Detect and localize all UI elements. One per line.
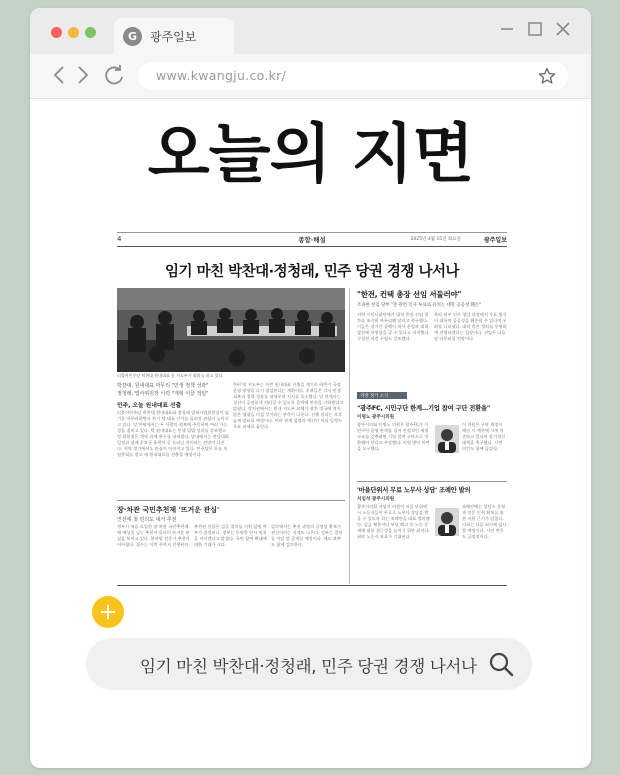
search-bar[interactable] [86, 638, 532, 690]
col3-body-c: 일각에서는 추천 과정의 공정성 확보가 관건이라는 지적도 나온다. 정부는 결과를 이달 말 공개할 예정이다. 제도 보완도 함께 검토한다. [271, 524, 343, 547]
search-query-text: 임기 마친 박찬대·정청래, 민주 당권 경쟁 나서나 [140, 657, 477, 676]
maximize-icon[interactable] [528, 22, 542, 36]
browser-tab[interactable] [114, 18, 234, 54]
news-photo [117, 288, 345, 372]
minimize-icon[interactable] [500, 22, 514, 36]
col1-subhead: 민주, 오늘 원내대표 선출 [117, 403, 182, 409]
right-subhead-3: '마을단위서 무료 노무사 상담' 조례안 발의 [357, 487, 471, 494]
right-body-3b: 조례안에는 상담소 운영과 전문 인력 확보를 위한 지원 근거가 담겼다. 의회는 다음 회기에 심사할 예정이다. 시민 반응도 긍정적이다. [462, 504, 507, 539]
news-bar-label: 지방 정가 소식 [360, 394, 389, 399]
url-bar[interactable] [138, 62, 568, 90]
col3-body-b: 추천된 인물은 검증 절차를 거쳐 임명 여부가 결정된다. 정부는 투명한 인사 원칙을 지키겠다고 밝혔다. 국민 참여 확대에 대한 기대가 크다. [194, 524, 267, 547]
col1-subhead-2: 장·차관 국민추천제 '뜨거운 관심' [117, 506, 220, 514]
header-rule [117, 246, 507, 247]
right-divider [357, 481, 507, 482]
councillor-photo-1 [435, 425, 459, 453]
browser-window [30, 8, 591, 768]
right-body-1a: 지역 시민사회단체가 대학 총장 선임 절차를 조속히 마무리해 달라고 촉구했다. 이들은 장기간 공백이 학사 운영과 대학 발전에 악영향을 줄 수 있다고 지적했다. 구성원 의견 수렴도 강조했다. [357, 312, 430, 341]
close-dot-button[interactable] [51, 27, 62, 38]
right-body-1b: 특히 외부 인사 영입 과정에서 투표 방식이 대학의 공공성을 훼손할 수 있다며 우려를 나타냈다. 대학 측은 절차를 투명하게 진행하겠다는 입장이다. 선임은 다음 달 마무리될 전망이다. [434, 312, 507, 341]
bottom-rule [117, 585, 507, 586]
col1-kicker-2: 정청래, 법사위원장 이력 "개혁 이끌 적임" [117, 391, 209, 397]
section-divider [117, 500, 345, 501]
photo-caption: 더불어민주당 박찬대 원내대표 등 지도부가 회의를 하고 있다. [117, 373, 224, 378]
section-label: 종합·해설 [298, 236, 326, 244]
right-kicker-1: 조속한 선임 당부 "본 관련 인사 투표로 유치는 대학 공공성 훼손" [357, 303, 482, 308]
right-byline-3: 서임석 광주시의원 [357, 497, 395, 502]
title-bar [30, 8, 591, 54]
right-subhead-2: "광주FC, 시민구단 한계…기업 참여 구단 전환을" [357, 405, 490, 412]
news-bar [357, 392, 407, 399]
col3-body-a: 정부가 처음 도입한 장·차관 국민추천제에 예상을 넘는 추천이 몰리며 뜨거운 관심을 보이고 있다. 분야별 전문가 추천이 이어졌다. 접수는 이번 주까지 진행된다. [117, 524, 190, 547]
address-toolbar [30, 54, 591, 99]
search-icon[interactable] [488, 651, 514, 677]
url-text: www.kwangju.co.kr/ [156, 68, 287, 83]
maximize-dot-button[interactable] [85, 27, 96, 38]
col1-kicker: 박찬대, 원내대표 마무리 "민생 정책 성과" [117, 383, 209, 389]
reload-icon[interactable] [103, 64, 125, 86]
main-article-headline: 임기 마친 박찬대·정청래, 민주 당권 경쟁 나서나 [165, 264, 459, 280]
right-byline-2: 이명노 광주시의원 [357, 415, 395, 420]
right-body-2b: 이 의원은 구단 재정이 매년 시 예산에 크게 의존하고 있다며 장기적인 대책을 촉구했다. 시민 의견도 함께 들었다. [462, 422, 506, 451]
favicon-icon: G [123, 27, 142, 46]
tab-title: 광주일보 [150, 30, 197, 44]
page-number: 4 [117, 235, 122, 243]
newspaper-brand: 광주일보 [483, 237, 507, 244]
col1-body: 더불어민주당 박찬대 원내대표와 정청래 법제사법위원장이 임기를 마무리하면서 차기 당 대표 선거를 둘러싼 관심이 높아지고 있다. 당 안팎에서는 두 사람의 행보에 주목하며 여러 가능성을 점치고 있다. 박 원내대표는 민생 입법 성과를 강조했고 정 위원장은 개혁 과제 완수를 내세웠다. 당내에서는 전당대회 일정과 함께 후보군 윤곽이 곧 드러날 것이라는 전망이 나온다. 지역 정가에서도 관심이 이어지고 있다. 민주당은 오늘 의원총회를 열고 새 원내대표를 선출할 예정이다. [117, 410, 229, 457]
right-body-2a: 광주시의회 이명노 의원은 광주FC가 시민구단 운영 한계를 넘어 안정적인 재정 구조를 갖추려면 기업 참여 구단으로 전환해야 한다고 주장했다. 지원 방안 마련을 요구했다. [357, 422, 430, 451]
bookmark-star-icon[interactable] [538, 67, 556, 85]
col1-kicker-3: 인선에 첫 민의도 대거 추천 [117, 517, 177, 523]
add-button[interactable] [92, 596, 124, 628]
minimize-dot-button[interactable] [68, 27, 79, 38]
top-rule [117, 232, 507, 233]
back-arrow-icon[interactable] [52, 64, 66, 86]
right-subhead-1: "한전, 컨택 총장 선임 서둘러야" [357, 290, 462, 299]
councillor-photo-2 [435, 508, 459, 536]
right-body-3a: 광주시의회 서임석 의원이 마을 단위에서 노동자들이 무료로 노무사 상담을 받을 수 있도록 하는 조례안을 대표 발의했다. 임금 체불이나 부당 해고 등 노동 문제에 대한 접근성을 높이기 위한 취지다. 취약 노동자 보호가 기대된다. [357, 504, 430, 539]
col2-body: 한편 당 지도부는 이번 원내대표 선출을 계기로 하반기 국정 운영 방향을 다시 점검한다는 계획이다. 후보들은 각자 민생 회복과 정책 성과를 내세우며 지지를 호소했다. 당 관계자는 경선이 공정하게 치러질 수 있도록 준비에 만전을 기하겠다고 밝혔다. 정치권에서는 원내 지도부 교체가 향후 정국에 적지 않은 영향을 미칠 것이라는 관측이 나온다. 선출 결과는 오후 늦게 발표될 예정이다. 여야 관계 설정과 예산안 처리 일정도 주요 과제로 꼽힌다. [233, 382, 344, 429]
page-title: 오늘의 지면 [147, 118, 474, 192]
newspaper-page-image[interactable] [117, 232, 507, 588]
issue-date: 2025년 4월 15일 화요일 [410, 237, 461, 242]
close-icon[interactable] [556, 22, 570, 36]
column-divider [349, 288, 350, 584]
forward-arrow-icon[interactable] [76, 64, 90, 86]
